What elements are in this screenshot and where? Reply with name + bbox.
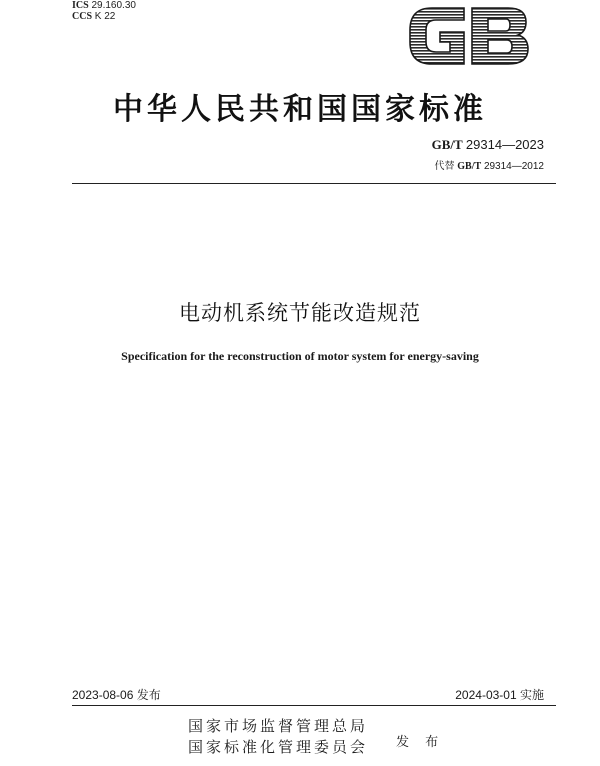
implement-date-value: 2024-03-01 <box>455 688 517 702</box>
ccs-code <box>72 11 136 22</box>
gb-logo <box>406 2 531 70</box>
issue-date <box>72 686 161 703</box>
ccs-label: CCS <box>72 11 93 22</box>
publisher-line-1: 国家市场监督管理总局 <box>188 717 369 735</box>
classification-codes <box>72 0 136 22</box>
standard-number <box>432 137 544 153</box>
publish-verb: 发 布 <box>396 735 445 750</box>
logo-letter-g <box>410 8 464 64</box>
logo-letter-b <box>472 8 528 64</box>
publisher-line-2: 国家标准化管理委员会 <box>188 738 369 756</box>
replaces-number: 29314—2012 <box>483 161 544 172</box>
implementation-date <box>455 686 544 703</box>
ics-code <box>72 0 136 11</box>
replaces-label: 代替 <box>434 161 455 172</box>
implement-label: 实施 <box>519 688 544 702</box>
publisher-block <box>188 716 368 758</box>
top-divider <box>72 183 556 184</box>
ccs-value: K 22 <box>94 11 116 22</box>
issue-date-value: 2023-08-06 <box>72 688 134 702</box>
ics-value: 29.160.30 <box>91 0 136 11</box>
standard-number-value: 29314—2023 <box>465 137 544 152</box>
bottom-divider <box>72 705 556 706</box>
standard-prefix: GB/T <box>431 137 463 152</box>
replaces-standard <box>434 157 544 172</box>
document-title-english: Specification for the reconstruction of motor system for energy-saving <box>121 349 479 363</box>
document-title-chinese: 电动机系统节能改造规范 <box>179 301 421 325</box>
ics-label: ICS <box>72 0 89 11</box>
issue-label: 发布 <box>136 688 161 702</box>
replaces-prefix: GB/T <box>457 161 482 172</box>
national-standard-heading: 中华人民共和国国家标准 <box>113 92 487 127</box>
